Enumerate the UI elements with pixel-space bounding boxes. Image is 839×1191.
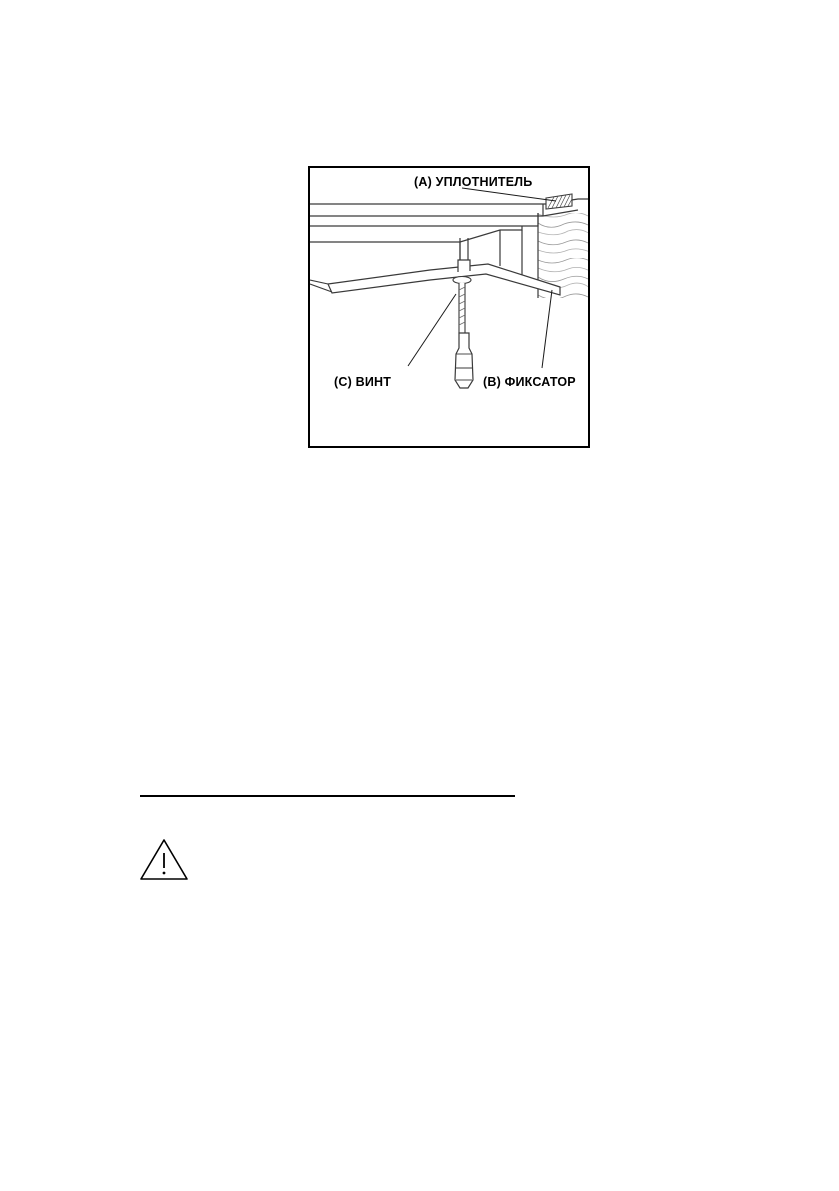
label-seal: (A) УПЛОТНИТЕЛЬ	[414, 175, 533, 189]
leader-line-b	[542, 290, 552, 368]
seal-icon	[546, 194, 572, 209]
bracket-icon	[328, 238, 560, 295]
label-screw: (C) ВИНТ	[334, 375, 392, 389]
screw-icon	[453, 277, 471, 334]
leader-line-c	[408, 294, 456, 366]
warning-triangle-icon	[138, 836, 190, 882]
section-divider	[140, 795, 515, 797]
label-bracket: (B) ФИКСАТОР	[483, 375, 576, 389]
installation-diagram	[308, 166, 590, 448]
leader-line-a	[462, 188, 556, 201]
screwdriver-icon	[455, 333, 473, 388]
diagram-drawing	[310, 168, 588, 446]
